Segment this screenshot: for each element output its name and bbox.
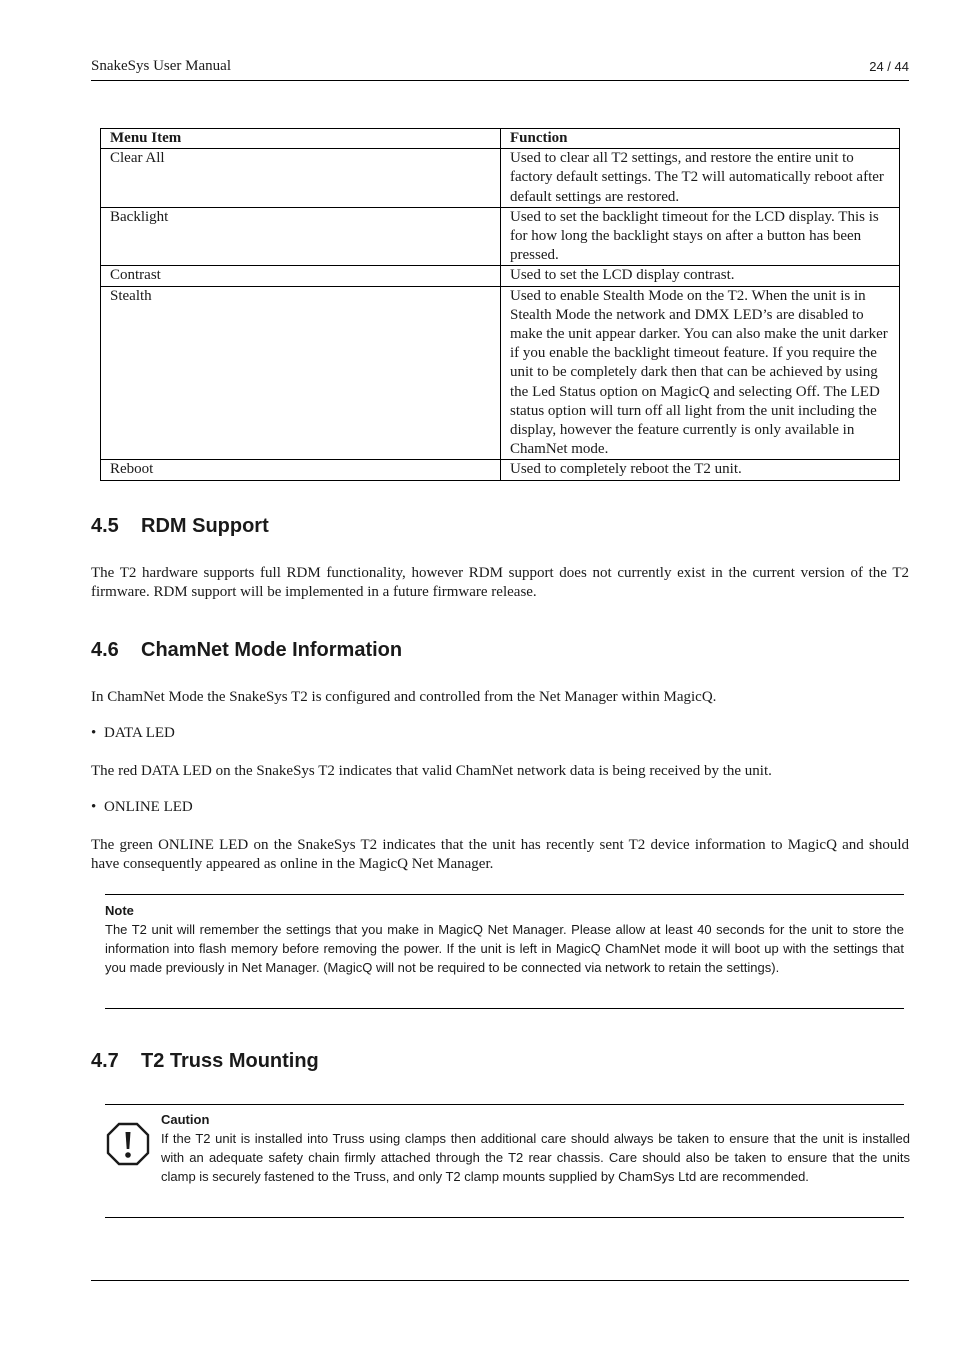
- table-row: [101, 286, 900, 460]
- bullet-label: DATA LED: [104, 725, 175, 741]
- bullet-glyph: •: [91, 799, 97, 815]
- column-header-menu-item: Menu Item: [101, 129, 501, 149]
- chamnet-intro-paragraph: In ChamNet Mode the SnakeSys T2 is configured and controlled from the Net Manager within MagicQ.: [91, 689, 717, 705]
- section-number: 4.7: [91, 1050, 119, 1072]
- note-title: Note: [105, 903, 134, 918]
- footer-divider: [91, 1280, 909, 1281]
- menu-item-cell: Backlight: [101, 207, 501, 266]
- menu-item-cell: Clear All: [101, 149, 501, 208]
- data-led-paragraph: The red DATA LED on the SnakeSys T2 indicates that valid ChamNet network data is being received by the unit.: [91, 763, 772, 779]
- function-cell: Used to enable Stealth Mode on the T2. When the unit is in Stealth Mode the network and DMX LED’s are disabled to make the unit appear darker. You can also make the unit darker if you enable the backlight timeout feature. If you require the unit to be completely dark then that can be achieved by using the Led Status option on MagicQ and selecting Off. The LED status option will turn off all light from the unit including the display, however the feature currently is only available in ChamNet mode.: [501, 286, 900, 460]
- menu-item-table: [100, 128, 900, 481]
- rdm-support-paragraph: The T2 hardware supports full RDM functionality, however RDM support does not currently exist in the current version of the T2 firmware. RDM support will be implemented in a future firmware release.: [91, 565, 909, 601]
- document-title: SnakeSys User Manual: [91, 58, 231, 74]
- section-number: 4.6: [91, 639, 119, 661]
- page-header: [91, 58, 909, 81]
- caution-icon: [105, 1121, 151, 1167]
- note-text: The T2 unit will remember the settings that you make in MagicQ Net Manager. Please allow at least 40 seconds for the unit to store the information into flash memory before removing the power. If the unit is left in MagicQ ChamNet mode it will boot up with the settings that you made previously in Net Manager. (MagicQ will not be required to be connected via network to retain the settings).: [105, 922, 904, 975]
- caution-text: If the T2 unit is installed into Truss using clamps then additional care should always be taken to ensure that the unit is installed with an adequate safety chain firmly attached through the T2 rear chassis. Care should also be taken to ensure that the units clamp is securely fastened to the Truss, and only T2 clamp mounts supplied by ChamSys Ltd are recommended.: [161, 1131, 910, 1184]
- caution-title: Caution: [161, 1112, 210, 1127]
- column-header-function: Function: [501, 129, 900, 149]
- function-cell: Used to clear all T2 settings, and restore the entire unit to factory default settings. The T2 will automatically reboot after default settings are restored.: [501, 149, 900, 208]
- section-heading-chamnet-mode: [91, 639, 402, 662]
- table-row: [101, 207, 900, 266]
- table-row: [101, 149, 900, 208]
- function-cell: Used to set the backlight timeout for the LCD display. This is for how long the backlight stays on after a button has been pressed.: [501, 207, 900, 266]
- caution-box: [105, 1104, 910, 1218]
- note-box: [105, 894, 904, 1009]
- bullet-item-online-led: [91, 799, 193, 816]
- bullet-glyph: •: [91, 725, 97, 741]
- online-led-paragraph: The green ONLINE LED on the SnakeSys T2 indicates that the unit has recently sent T2 device information to MagicQ and should have consequently appeared as online in the MagicQ Net Manager.: [91, 837, 909, 873]
- menu-item-cell: Contrast: [101, 266, 501, 286]
- menu-item-cell: Reboot: [101, 460, 501, 480]
- function-cell: Used to completely reboot the T2 unit.: [501, 460, 900, 480]
- page-number: 24 / 44: [869, 59, 909, 74]
- table-header-row: [101, 129, 900, 149]
- table-row: [101, 266, 900, 286]
- bullet-label: ONLINE LED: [104, 799, 193, 815]
- section-title: T2 Truss Mounting: [141, 1050, 319, 1072]
- section-heading-rdm-support: [91, 515, 269, 538]
- section-number: 4.5: [91, 515, 119, 537]
- section-title: ChamNet Mode Information: [141, 639, 403, 661]
- section-title: RDM Support: [141, 515, 269, 537]
- function-cell: Used to set the LCD display contrast.: [501, 266, 900, 286]
- section-heading-truss-mounting: [91, 1050, 319, 1073]
- bullet-item-data-led: [91, 725, 175, 742]
- table-row: [101, 460, 900, 480]
- menu-item-cell: Stealth: [101, 286, 501, 460]
